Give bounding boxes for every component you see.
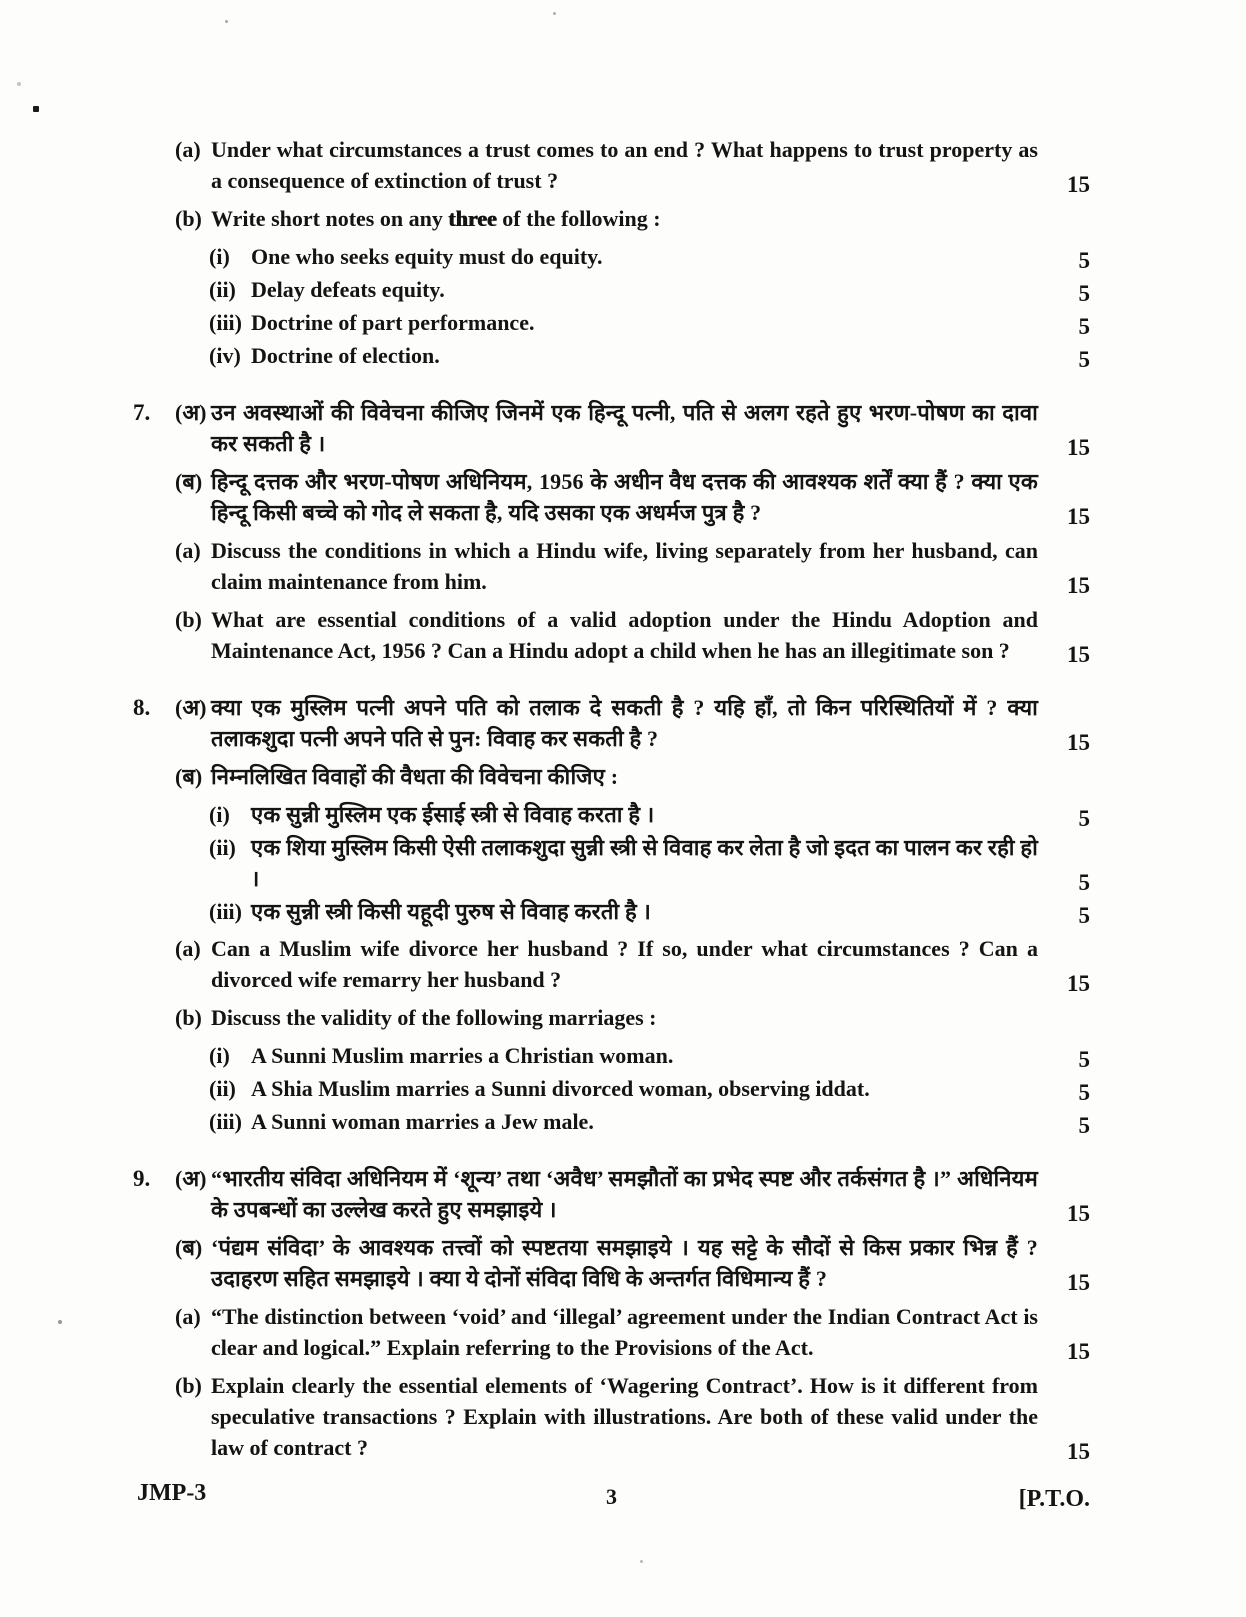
question-part: [133, 397, 1090, 459]
part-text: Explain clearly the essential elements of ‘Wagering Contract’. How is it different from speculative transactions ? Explain with illustrations. Are both of these valid under the law of contract ?: [211, 1373, 1038, 1460]
question-part: [133, 1301, 1090, 1363]
question-subpart: [133, 241, 1090, 272]
marks-value: 5: [1078, 281, 1090, 306]
marks-value: 5: [1078, 903, 1090, 928]
question-subpart: [133, 1040, 1090, 1071]
question-number: 9.: [133, 1166, 151, 1191]
question-block-8: [133, 692, 1090, 1137]
part-label: (अ): [175, 400, 207, 425]
subpart-text: A Sunni Muslim marries a Christian woman.: [251, 1043, 674, 1068]
question-part: [133, 1232, 1090, 1294]
question-subpart: [133, 799, 1090, 830]
subpart-text: एक शिया मुस्लिम किसी ऐसी तलाकशुदा सुन्नी स्त्री से विवाह कर लेता है जो इदत का पालन कर रही हो ।: [251, 835, 1038, 891]
part-text: क्या एक मुस्लिम पत्नी अपने पति को तलाक दे सकती है ? यहि हाँ, तो किन परिस्थितियों में ? क्या तलाकशुदा पत्नी अपने पति से पुन: विवाह कर सकती है ?: [211, 695, 1038, 751]
scan-artifact: [58, 1320, 62, 1324]
pto-label: [P.T.O.: [1018, 1486, 1090, 1512]
part-label: (b): [175, 1005, 202, 1030]
paper-code: JMP-3: [137, 1480, 207, 1506]
marks-value: 5: [1078, 870, 1090, 895]
scan-artifact: [225, 20, 228, 23]
question-part: [133, 604, 1090, 666]
marks-value: 15: [1067, 172, 1090, 197]
subpart-label: (iii): [209, 310, 242, 335]
question-part: [133, 692, 1090, 754]
part-label: (अ): [175, 1166, 207, 1191]
part-label: (अ): [175, 695, 207, 720]
question-subpart: [133, 307, 1090, 338]
question-subpart: [133, 832, 1090, 894]
question-part: [133, 933, 1090, 995]
question-part: [133, 203, 1090, 234]
scan-artifact: [17, 82, 21, 86]
question-part: [133, 466, 1090, 528]
question-block-6-continued: [133, 134, 1090, 371]
question-part: [133, 535, 1090, 597]
question-block-9: [133, 1163, 1090, 1463]
marks-value: 15: [1067, 1439, 1090, 1464]
part-label: (ब): [175, 1235, 203, 1260]
question-subpart: [133, 340, 1090, 371]
part-label: (a): [175, 936, 201, 961]
marks-value: 15: [1067, 435, 1090, 460]
subpart-text: One who seeks equity must do equity.: [251, 244, 603, 269]
subpart-text: एक सुन्नी स्त्री किसी यहूदी पुरुष से विवाह करती है ।: [251, 899, 652, 924]
question-number: 7.: [133, 400, 151, 425]
part-text: [211, 203, 1038, 234]
part-label: (ब): [175, 764, 203, 789]
subpart-text: A Sunni woman marries a Jew male.: [251, 1109, 594, 1134]
question-part: [133, 134, 1090, 196]
subpart-label: (ii): [209, 1076, 236, 1101]
part-text: Discuss the conditions in which a Hindu wife, living separately from her husband, can claim maintenance from him.: [211, 538, 1038, 594]
marks-value: 5: [1078, 806, 1090, 831]
part-label: (a): [175, 538, 201, 563]
question-block-7: [133, 397, 1090, 666]
subpart-text: Delay defeats equity.: [251, 277, 445, 302]
part-label: (b): [175, 206, 202, 231]
part-text: हिन्दू दत्तक और भरण-पोषण अधिनियम, 1956 के अधीन वैध दत्तक की आवश्यक शर्तें क्या हैं ? क्या एक हिन्दू किसी बच्चे को गोद ले सकता है, यदि उसका एक अधर्मज पुत्र है ?: [211, 469, 1038, 525]
question-subpart: [133, 1073, 1090, 1104]
question-subpart: [133, 274, 1090, 305]
part-text: निम्नलिखित विवाहों की वैधता की विवेचना कीजिए :: [211, 764, 619, 789]
part-text: “The distinction between ‘void’ and ‘illegal’ agreement under the Indian Contract Act is clear and logical.” Explain referring to the Provisions of the Act.: [211, 1304, 1038, 1360]
question-number: 8.: [133, 695, 151, 720]
subpart-label: (ii): [209, 835, 236, 860]
marks-value: 15: [1067, 1339, 1090, 1364]
part-label: (a): [175, 1304, 201, 1329]
exam-body: [133, 134, 1090, 1489]
part-text: उन अवस्थाओं की विवेचना कीजिए जिनमें एक हिन्दू पत्नी, पति से अलग रहते हुए भरण-पोषण का दावा कर सकती है ।: [211, 400, 1038, 456]
question-part: [133, 761, 1090, 792]
part-label: (b): [175, 607, 202, 632]
part-label: (a): [175, 137, 201, 162]
page-number: 3: [606, 1484, 617, 1509]
subpart-label: (iv): [209, 343, 241, 368]
subpart-label: (ii): [209, 277, 236, 302]
subpart-label: (i): [209, 1043, 230, 1068]
subpart-text: Doctrine of election.: [251, 343, 440, 368]
subpart-label: (iii): [209, 1109, 242, 1134]
question-subpart: [133, 1106, 1090, 1137]
marks-value: 5: [1078, 248, 1090, 273]
part-text: ‘पंद्यम संविदा’ के आवश्यक तत्त्वों को स्पष्टतया समझाइये । यह सट्टे के सौदों से किस प्रकार भिन्न हैं ? उदाहरण सहित समझाइये । क्या ये दोनों संविदा विधि के अन्तर्गत विधिमान्य हैं ?: [211, 1235, 1038, 1291]
marks-value: 15: [1067, 504, 1090, 529]
part-label: (ब): [175, 469, 203, 494]
marks-value: 5: [1078, 1080, 1090, 1105]
question-part: [133, 1370, 1090, 1463]
subpart-label: (i): [209, 244, 230, 269]
marks-value: 15: [1067, 971, 1090, 996]
subpart-label: (iii): [209, 899, 242, 924]
question-part: [133, 1002, 1090, 1033]
part-text-bold: three: [448, 206, 497, 231]
marks-value: 15: [1067, 642, 1090, 667]
part-text-prefix: Write short notes on any: [211, 206, 449, 231]
marks-value: 15: [1067, 730, 1090, 755]
part-text: What are essential conditions of a valid adoption under the Hindu Adoption and Maintenance Act, 1956 ? Can a Hindu adopt a child when he has an illegitimate son ?: [211, 607, 1038, 663]
subpart-text: Doctrine of part performance.: [251, 310, 535, 335]
scan-artifact: [33, 106, 39, 112]
subpart-text: A Shia Muslim marries a Sunni divorced woman, observing iddat.: [251, 1076, 870, 1101]
part-text-suffix: of the following :: [496, 206, 661, 231]
question-part: [133, 1163, 1090, 1225]
marks-value: 5: [1078, 1047, 1090, 1072]
marks-value: 5: [1078, 1113, 1090, 1138]
marks-value: 15: [1067, 573, 1090, 598]
subpart-text: एक सुन्नी मुस्लिम एक ईसाई स्त्री से विवाह करता है ।: [251, 802, 655, 827]
marks-value: 15: [1067, 1270, 1090, 1295]
part-text: Discuss the validity of the following marriages :: [211, 1005, 657, 1030]
page-footer: [133, 1480, 1090, 1514]
scan-artifact: [553, 12, 556, 15]
subpart-label: (i): [209, 802, 230, 827]
part-label: (b): [175, 1373, 202, 1398]
question-subpart: [133, 896, 1090, 927]
scan-artifact: [640, 1560, 643, 1563]
marks-value: 5: [1078, 314, 1090, 339]
marks-value: 15: [1067, 1201, 1090, 1226]
part-text: Can a Muslim wife divorce her husband ? If so, under what circumstances ? Can a divorced wife remarry her husband ?: [211, 936, 1038, 992]
marks-value: 5: [1078, 347, 1090, 372]
part-text: Under what circumstances a trust comes to an end ? What happens to trust property as a consequence of extinction of trust ?: [211, 137, 1038, 193]
part-text: “भारतीय संविदा अधिनियम में ‘शून्य’ तथा ‘अवैध’ समझौतों का प्रभेद स्पष्ट और तर्कसंगत है ।” अधिनियम के उपबन्धों का उल्लेख करते हुए समझाइये ।: [211, 1166, 1038, 1222]
